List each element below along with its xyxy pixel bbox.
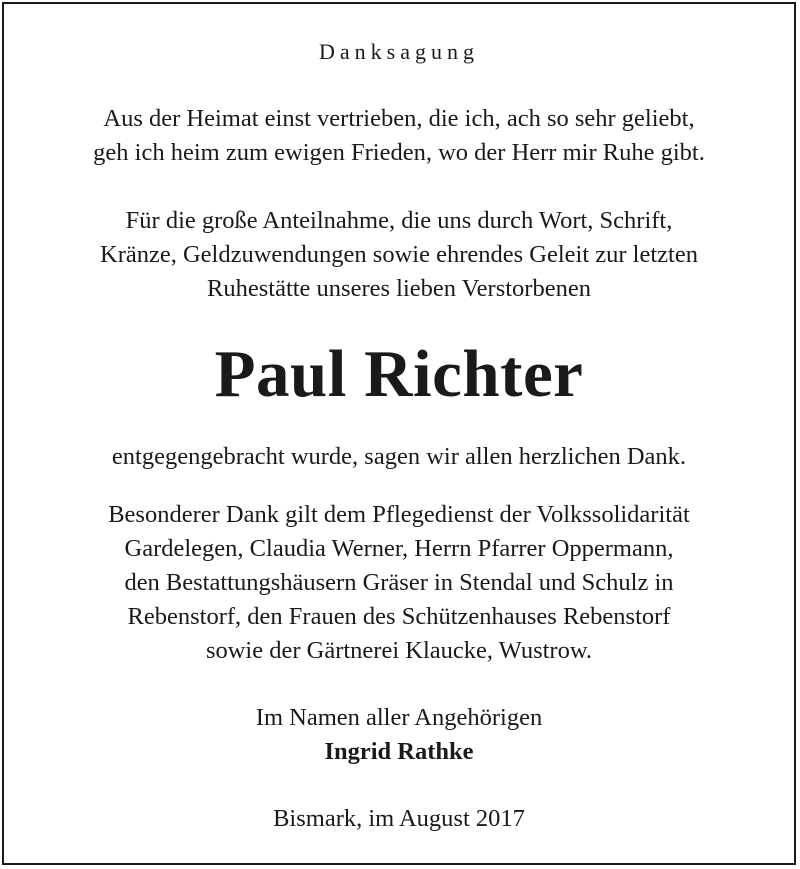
- thanks-paragraph: [4, 204, 794, 306]
- verse-line: geh ich heim zum ewigen Frieden, wo der Herr mir Ruhe gibt.: [93, 139, 705, 166]
- special-thanks-line: Gardelegen, Claudia Werner, Herrn Pfarrer Oppermann,: [124, 535, 674, 562]
- signoff: [4, 701, 794, 735]
- special-thanks-line: Besonderer Dank gilt dem Pflegedienst der Volkssolidarität: [108, 501, 690, 528]
- special-thanks: [4, 498, 794, 668]
- thanks-line: Für die große Anteilnahme, die uns durch Wort, Schrift,: [125, 207, 673, 234]
- special-thanks-line: sowie der Gärtnerei Klaucke, Wustrow.: [205, 637, 593, 664]
- signer-name: Ingrid Rathke: [324, 738, 474, 765]
- verse: [4, 102, 794, 170]
- thanks-line: Ruhestätte unseres lieben Verstorbenen: [207, 275, 591, 302]
- thanks-line: Kränze, Geldzuwendungen sowie ehrendes Geleit zur letzten: [100, 241, 698, 268]
- verse-line: Aus der Heimat einst vertrieben, die ich, ach so sehr geliebt,: [103, 105, 695, 132]
- place-date: Bismark, im August 2017: [273, 805, 525, 832]
- deceased-name: Paul Richter: [214, 337, 584, 411]
- signoff-line: Im Namen aller Angehörigen: [255, 704, 543, 731]
- obituary-notice: [2, 2, 796, 865]
- special-thanks-line: den Bestattungshäusern Gräser in Stendal und Schulz in: [124, 569, 674, 596]
- thanks-continued: [4, 440, 794, 474]
- thanks-continued-line: entgegengebracht wurde, sagen wir allen herzlichen Dank.: [111, 443, 687, 470]
- special-thanks-line: Rebenstorf, den Frauen des Schützenhauses Rebenstorf: [127, 603, 671, 630]
- notice-heading: Danksagung: [319, 39, 479, 64]
